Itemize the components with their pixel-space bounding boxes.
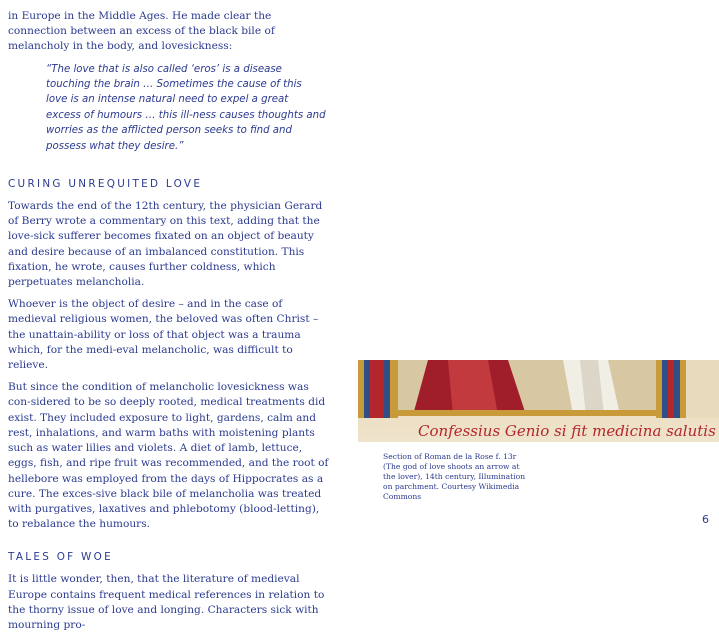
paragraph-gerard: Towards the end of the 12th century, the physician Gerard of Berry wrote a commentary on this text, adding that the love-sick sufferer becomes fixated on an object of beauty and desire because of an imbalanced constitution. This fixation, he wrote, causes further coldness, which perpetuates melancholia.	[8, 200, 323, 289]
paragraph-object-of-desire: Whoever is the object of desire – and in the case of medieval religious women, the beloved was often Christ – the unattain-ability or loss of that object was a trauma which, for the medi-eval melancholic, was difficult to relieve.	[8, 298, 319, 372]
section-heading-curing: CURING UNREQUITED LOVE	[8, 178, 203, 191]
section-heading-tales: TALES OF WOE	[8, 551, 113, 564]
manuscript-inscription: Confessius Genio si fit medicina salutis	[418, 422, 716, 440]
manuscript-illumination	[358, 360, 719, 442]
paragraph-treatments: But since the condition of melancholic lovesickness was con-sidered to be so deeply rooted, medical treatments did exist. They included exposure to light, gardens, calm and rest, inhalations, and warm baths with moistening plants such as water lilies and violets. A diet of lamb, lettuce, eggs, fish, and ripe fruit was recommended, and the root of hellebore was employed from the days of Hippocrates as a cure. The exces-sive black bile of melancholia was treated with purgatives, laxatives and phlebotomy (blood-letting), to rebalance the humours.	[8, 381, 329, 531]
figure-caption: Section of Roman de la Rose f. 13r (The god of love shoots an arrow at the lover), 14th century, Illumination on parchment. Courtesy Wikimedia Commons	[383, 452, 526, 501]
paragraph-literature: It is little wonder, then, that the literature of medieval Europe contains frequent medical references in relation to the thorny issue of love and longing. Characters sick with mourning pro-	[8, 573, 325, 631]
illumination-image	[358, 360, 719, 442]
intro-paragraph: in Europe in the Middle Ages. He made clear the connection between an excess of the black bile of melancholy in the body, and lovesickness:	[8, 10, 275, 53]
page-number: 6	[702, 513, 709, 526]
text-column	[8, 0, 330, 640]
block-quote: “The love that is also called ‘eros’ is a disease touching the brain … Sometimes the cause of this love is an intense natural need to expel a great excess of humours … this ill-ness causes thoughts and worries as the afflicted person seeks to find and possess what they desire.”	[46, 63, 326, 152]
